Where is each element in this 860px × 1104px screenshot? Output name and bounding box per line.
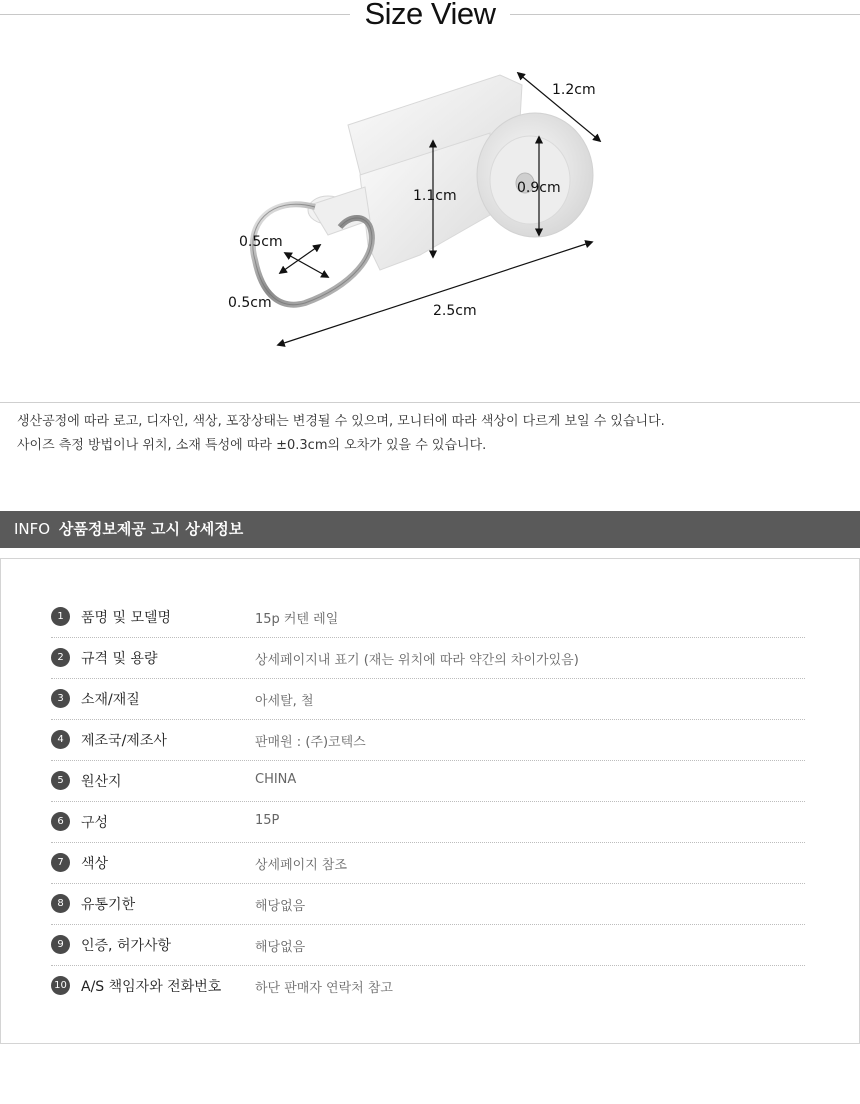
notice-line-1: 생산공정에 따라 로고, 디자인, 색상, 포장상태는 변경될 수 있으며, 모니터에 따라 색상이 다르게 보일 수 있습니다. [17,414,665,429]
notice-divider [0,402,860,403]
notice-text [17,410,847,458]
dim-ring-a-label: 0.5cm [239,234,283,250]
row-number-badge: 10 [51,976,70,995]
row-number-badge: 9 [51,935,70,954]
info-rows [51,597,805,1006]
row-value: CHINA [255,772,297,787]
info-section-header [0,511,860,548]
row-number-badge: 4 [51,730,70,749]
product-size-diagram [200,55,660,365]
row-value: 상세페이지 참조 [255,858,348,873]
info-row [51,802,805,843]
info-row [51,720,805,761]
row-number-badge: 6 [51,812,70,831]
dim-width-label: 1.2cm [552,82,596,98]
size-view-title: Size View [364,0,496,31]
dim-length-label: 2.5cm [433,303,477,319]
row-label: A/S 책임자와 전화번호 [81,979,222,995]
notice-line-2: 사이즈 측정 방법이나 위치, 소재 특성에 따라 ±0.3cm의 오차가 있을 수 있습니다. [17,438,487,453]
dim-height-label: 1.1cm [413,188,457,204]
row-value: 하단 판매자 연락처 참고 [255,981,393,996]
row-label: 제조국/제조사 [81,733,167,749]
row-number-badge: 8 [51,894,70,913]
row-value: 판매원 : (주)코텍스 [255,735,366,750]
row-number-badge: 7 [51,853,70,872]
info-row [51,597,805,638]
header-rule-right [510,14,860,15]
info-title: 상품정보제공 고시 상세정보 [58,520,244,538]
row-value: 해당없음 [255,940,306,955]
info-tag: INFO [14,520,51,538]
info-row [51,884,805,925]
row-label: 규격 및 용량 [81,651,158,667]
row-value: 15P [255,813,280,828]
info-row [51,761,805,802]
row-label: 구성 [81,815,109,831]
row-label: 색상 [81,856,109,872]
size-view-header [0,0,860,36]
info-row [51,966,805,1006]
row-number-badge: 5 [51,771,70,790]
row-value: 상세페이지내 표기 (재는 위치에 따라 약간의 차이가있음) [255,653,579,668]
info-row [51,638,805,679]
dim-ring-b-label: 0.5cm [228,295,272,311]
row-number-badge: 2 [51,648,70,667]
info-table [0,558,860,1044]
row-label: 인증, 허가사항 [81,938,172,954]
row-label: 소재/재질 [81,692,140,708]
row-label: 유통기한 [81,897,136,913]
info-row [51,925,805,966]
row-label: 품명 및 모델명 [81,610,172,626]
row-value: 아세탈, 철 [255,694,314,709]
row-number-badge: 3 [51,689,70,708]
row-value: 15p 커텐 레일 [255,612,339,627]
info-row [51,679,805,720]
header-rule-left [0,14,350,15]
row-label: 원산지 [81,774,122,790]
dim-wheel-label: 0.9cm [517,180,561,196]
row-value: 해당없음 [255,899,306,914]
info-row [51,843,805,884]
row-number-badge: 1 [51,607,70,626]
